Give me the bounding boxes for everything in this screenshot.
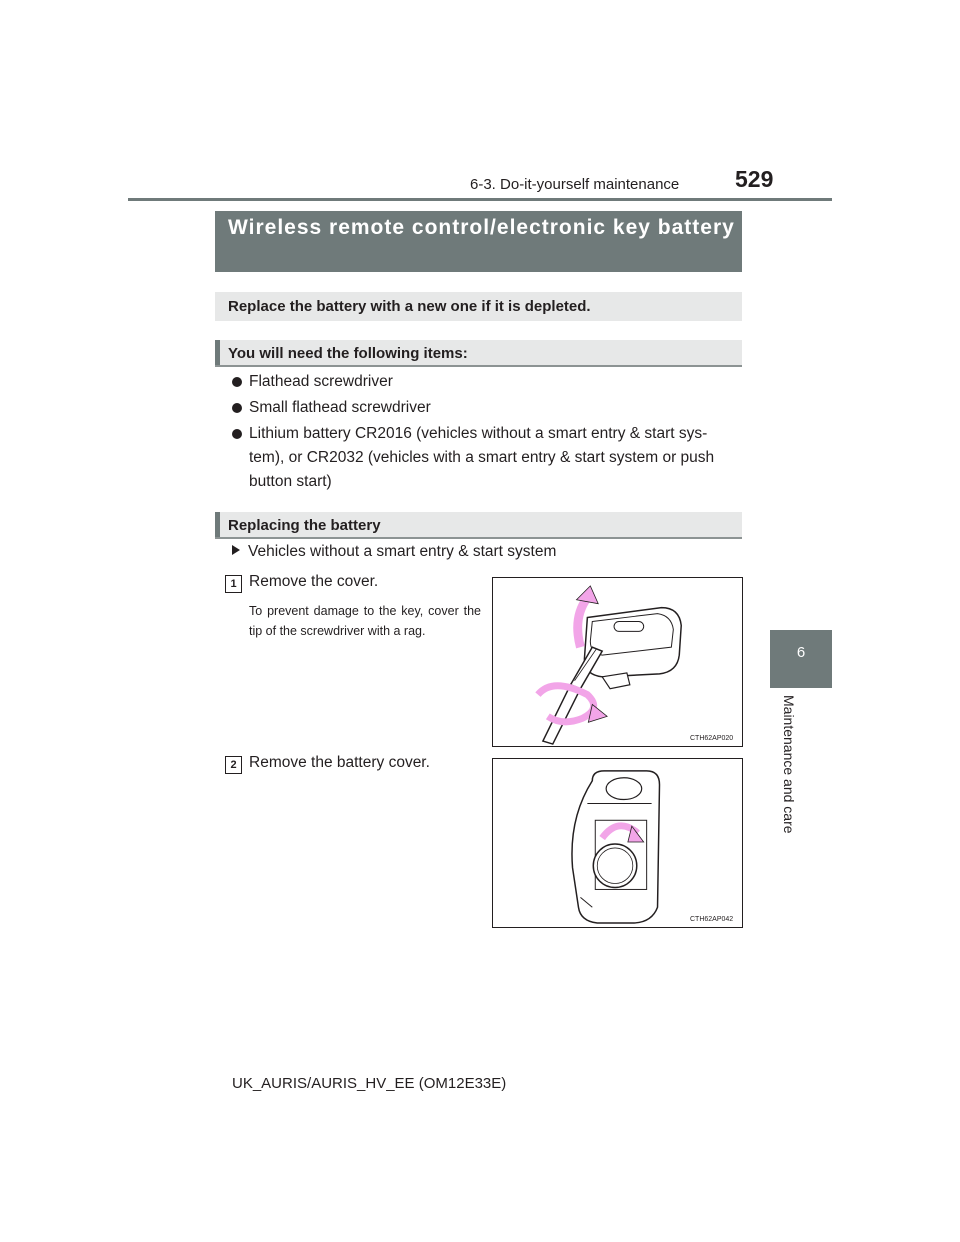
step-title: Remove the cover. [249,573,379,590]
section-title: 6-3. Do-it-yourself maintenance [470,176,680,193]
chapter-label: Maintenance and care [781,695,797,834]
items-list [232,370,742,496]
bullet-icon [232,403,242,413]
list-item-text: Lithium battery CR2016 (vehicles without a smart entry & start sys-tem), or CR2032 (vehicles with a smart entry & start system or push button start) [249,425,715,490]
battery-cover-illustration [492,758,743,928]
intro-text: Replace the battery with a new one if it is depleted. [215,292,742,321]
figure-code: CTH62AP020 [690,735,734,742]
step-number: 1 [225,575,242,593]
vehicle-type-text: Vehicles without a smart entry & start system [248,543,557,560]
step-number: 2 [225,756,242,774]
triangle-icon [232,545,240,555]
list-item-text: Flathead screwdriver [249,373,393,390]
list-item [232,422,742,494]
page-title: Wireless remote control/electronic key battery [215,211,742,272]
list-item [232,396,742,420]
items-heading [215,340,742,367]
list-item-text: Small flathead screwdriver [249,399,431,416]
replace-heading [215,512,742,539]
screwdriver-key-icon [493,578,742,746]
items-heading-label: You will need the following items: [228,345,468,362]
step-note: To prevent damage to the key, cover the tip of the screwdriver with a rag. [249,604,481,638]
bullet-icon [232,429,242,439]
bullet-icon [232,377,242,387]
figure-code: CTH62AP042 [690,916,734,923]
footer-model: UK_AURIS/AURIS_HV_EE (OM12E33E) [232,1075,507,1092]
vehicle-type [232,543,556,561]
header-rule [128,198,832,201]
key-cover-illustration [492,577,743,747]
step-title: Remove the battery cover. [249,754,430,771]
replace-heading-label: Replacing the battery [228,517,381,534]
chapter-number: 6 [796,644,806,661]
list-item [232,370,742,394]
key-battery-icon [493,759,742,927]
page-number: 529 [735,166,774,192]
